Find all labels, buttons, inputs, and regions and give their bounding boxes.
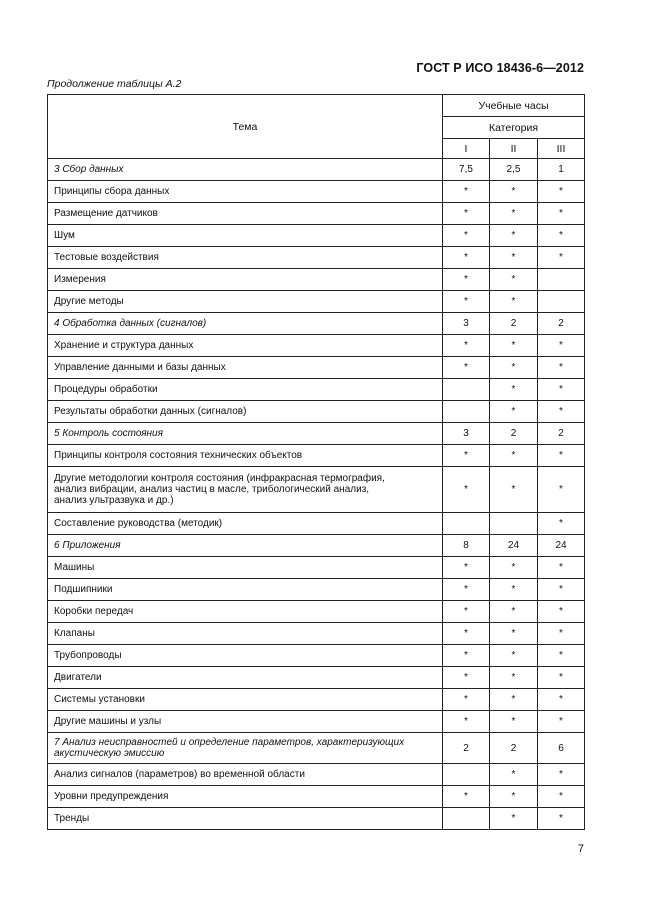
hours-cell-category-2: * [490,247,538,269]
hours-cell-category-1: * [443,357,490,379]
hours-cell-category-2: * [490,203,538,225]
topic-cell: 3 Сбор данных [48,159,443,181]
topic-cell: Измерения [48,269,443,291]
hours-cell-category-1: * [443,645,490,667]
hours-cell-category-1: * [443,203,490,225]
table-row [48,711,585,733]
topic-line: 7 Анализ неисправностей и определение параметров, характеризующих [54,737,405,748]
table-row [48,601,585,623]
column-header-hours: Учебные часы [443,95,585,117]
hours-cell-category-3: * [538,601,585,623]
hours-cell-category-3: * [538,808,585,830]
hours-cell-category-3: * [538,401,585,423]
topic-cell: Составление руководства (методик) [48,513,443,535]
hours-cell-category-3: * [538,225,585,247]
topic-cell: Тестовые воздействия [48,247,443,269]
hours-cell-category-2: 2 [490,423,538,445]
hours-cell-category-3: * [538,764,585,786]
category-header-2: II [490,139,538,159]
hours-cell-category-1: * [443,786,490,808]
topic-cell: Процедуры обработки [48,379,443,401]
table-row [48,357,585,379]
hours-cell-category-3 [538,291,585,313]
topic-cell: 6 Приложения [48,535,443,557]
topic-cell: 5 Контроль состояния [48,423,443,445]
table-row [48,689,585,711]
topic-cell: Трубопроводы [48,645,443,667]
hours-cell-category-2: * [490,711,538,733]
hours-cell-category-2: * [490,579,538,601]
hours-cell-category-2: * [490,808,538,830]
hours-cell-category-1: 8 [443,535,490,557]
hours-cell-category-2: * [490,786,538,808]
topic-line: анализ вибрации, анализ частиц в масле, трибологический анализ, [54,484,370,495]
hours-cell-category-3: * [538,467,585,513]
table-section-row [48,535,585,557]
topic-cell: Шум [48,225,443,247]
topic-cell: Размещение датчиков [48,203,443,225]
table-row [48,667,585,689]
page-number: 7 [577,843,584,855]
hours-cell-category-2: 2,5 [490,159,538,181]
topic-line: акустическую эмиссию [54,748,165,759]
table-row [48,579,585,601]
table-row [48,181,585,203]
hours-cell-category-2: 24 [490,535,538,557]
hours-cell-category-1 [443,513,490,535]
column-header-category: Категория [443,117,585,139]
topic-cell: Результаты обработки данных (сигналов) [48,401,443,423]
table-row [48,269,585,291]
hours-cell-category-2: * [490,291,538,313]
hours-cell-category-3: * [538,181,585,203]
hours-cell-category-1: 3 [443,423,490,445]
hours-cell-category-2 [490,513,538,535]
hours-cell-category-2: * [490,269,538,291]
table-row [48,225,585,247]
hours-cell-category-1 [443,379,490,401]
hours-cell-category-1: * [443,623,490,645]
topic-cell: Двигатели [48,667,443,689]
table-row [48,291,585,313]
table-section-row [48,159,585,181]
hours-cell-category-1: 3 [443,313,490,335]
hours-cell-category-2: * [490,467,538,513]
hours-cell-category-3: * [538,579,585,601]
hours-cell-category-3: * [538,357,585,379]
topic-line: анализ ультразвука и др.) [54,495,174,506]
hours-cell-category-2: 2 [490,313,538,335]
category-header-1: I [443,139,490,159]
hours-cell-category-2: * [490,445,538,467]
topic-cell: Подшипники [48,579,443,601]
hours-cell-category-1: 7,5 [443,159,490,181]
hours-cell-category-3: * [538,203,585,225]
hours-cell-category-1: * [443,335,490,357]
hours-cell-category-2: * [490,181,538,203]
hours-cell-category-1: 2 [443,733,490,764]
hours-cell-category-2: * [490,357,538,379]
hours-cell-category-3: * [538,247,585,269]
topic-cell: Тренды [48,808,443,830]
table-row [48,764,585,786]
table-row [48,557,585,579]
hours-cell-category-3: 2 [538,423,585,445]
topic-cell: Хранение и структура данных [48,335,443,357]
hours-cell-category-2: * [490,667,538,689]
table-section-row [48,733,585,764]
topic-cell: Управление данными и базы данных [48,357,443,379]
table-row [48,379,585,401]
hours-cell-category-2: * [490,601,538,623]
topic-cell: Принципы контроля состояния технических объектов [48,445,443,467]
topic-cell: Другие машины и узлы [48,711,443,733]
hours-cell-category-2: * [490,623,538,645]
hours-cell-category-3: * [538,513,585,535]
table-row [48,247,585,269]
table-section-row [48,423,585,445]
topic-cell: Принципы сбора данных [48,181,443,203]
table-row [48,786,585,808]
hours-cell-category-1 [443,401,490,423]
hours-cell-category-2: * [490,764,538,786]
topic-cell: Клапаны [48,623,443,645]
table-row [48,401,585,423]
table-row [48,645,585,667]
hours-cell-category-3: * [538,335,585,357]
hours-cell-category-1: * [443,667,490,689]
hours-cell-category-3: * [538,557,585,579]
topic-cell: Коробки передач [48,601,443,623]
hours-cell-category-1: * [443,247,490,269]
hours-cell-category-2: * [490,225,538,247]
hours-cell-category-2: 2 [490,733,538,764]
topic-cell: Машины [48,557,443,579]
hours-cell-category-2: * [490,335,538,357]
hours-cell-category-1 [443,764,490,786]
table-row [48,203,585,225]
category-header-3: III [538,139,585,159]
hours-cell-category-3 [538,269,585,291]
column-header-topic: Тема [48,95,443,159]
hours-cell-category-1: * [443,579,490,601]
topic-cell [48,467,443,513]
table-row [48,467,585,513]
hours-cell-category-1: * [443,269,490,291]
hours-cell-category-2: * [490,645,538,667]
table-row [48,623,585,645]
hours-cell-category-3: * [538,645,585,667]
hours-cell-category-3: * [538,623,585,645]
table-row [48,335,585,357]
hours-cell-category-1: * [443,557,490,579]
hours-cell-category-2: * [490,689,538,711]
hours-cell-category-1 [443,808,490,830]
topic-cell [48,733,443,764]
hours-cell-category-2: * [490,557,538,579]
hours-cell-category-1: * [443,467,490,513]
hours-cell-category-1: * [443,225,490,247]
hours-cell-category-3: * [538,689,585,711]
hours-cell-category-1: * [443,689,490,711]
table-body [48,159,585,830]
table-row [48,808,585,830]
document-code: ГОСТ Р ИСО 18436-6—2012 [416,61,584,75]
hours-cell-category-3: 24 [538,535,585,557]
topic-cell: Другие методы [48,291,443,313]
topic-cell: Анализ сигналов (параметров) во временной области [48,764,443,786]
hours-cell-category-1: * [443,445,490,467]
table-row [48,445,585,467]
hours-cell-category-2: * [490,401,538,423]
hours-cell-category-1: * [443,181,490,203]
hours-cell-category-3: * [538,786,585,808]
topic-cell: Системы установки [48,689,443,711]
hours-cell-category-3: * [538,445,585,467]
hours-cell-category-1: * [443,291,490,313]
hours-cell-category-3: 2 [538,313,585,335]
topic-cell: Уровни предупреждения [48,786,443,808]
table-section-row [48,313,585,335]
topic-line: Другие методологии контроля состояния (инфракрасная термография, [54,473,385,484]
hours-cell-category-3: * [538,379,585,401]
hours-cell-category-1: * [443,711,490,733]
table-caption: Продолжение таблицы А.2 [47,78,182,90]
curriculum-table [47,94,585,830]
hours-cell-category-3: 6 [538,733,585,764]
hours-cell-category-3: 1 [538,159,585,181]
topic-cell: 4 Обработка данных (сигналов) [48,313,443,335]
hours-cell-category-2: * [490,379,538,401]
table-row [48,513,585,535]
hours-cell-category-3: * [538,711,585,733]
hours-cell-category-3: * [538,667,585,689]
hours-cell-category-1: * [443,601,490,623]
